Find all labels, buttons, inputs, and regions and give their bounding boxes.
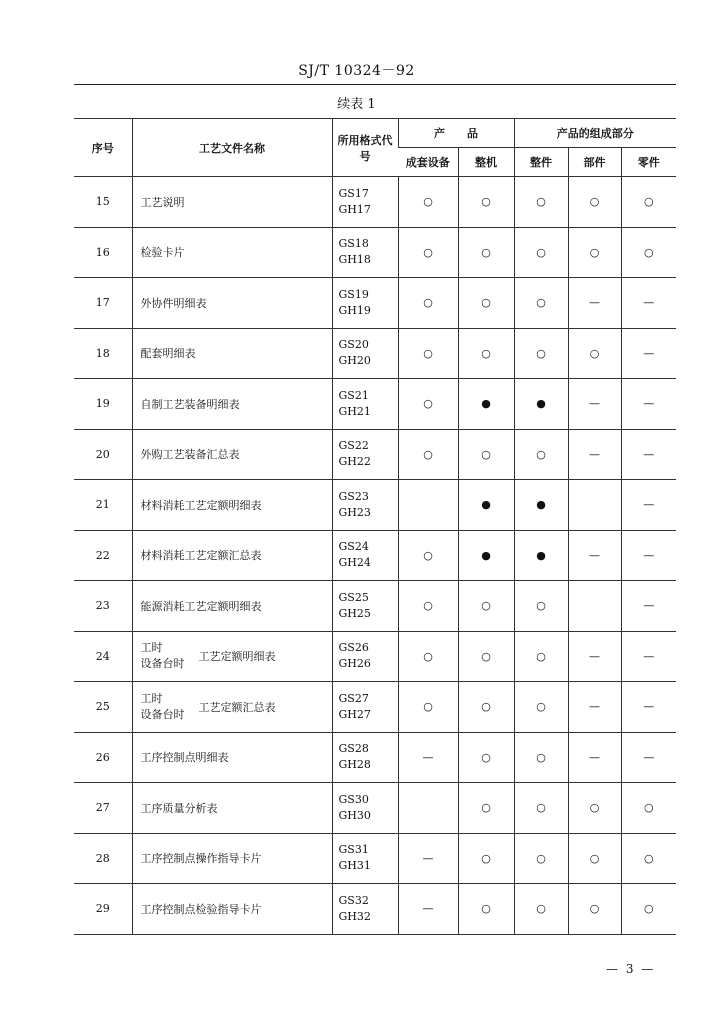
row-applicability-mark: ○ [568,177,621,228]
row-applicability-mark: ○ [398,682,458,733]
row-format-code-gs: GS32 [338,893,369,907]
row-format-code [332,429,398,480]
table-row [74,833,676,884]
row-format-code-gh: GH20 [338,354,371,368]
row-format-code [332,328,398,379]
row-format-code-gs: GS25 [338,590,369,604]
row-format-code [332,177,398,228]
row-applicability-mark: ○ [621,783,676,834]
row-doc-name: 工艺说明 [132,177,332,228]
row-applicability-mark: ○ [398,530,458,581]
row-applicability-mark: — [621,480,676,531]
row-applicability-mark: ○ [621,833,676,884]
page-number: — 3 — [606,962,656,976]
row-format-code [332,480,398,531]
row-doc-name: 工序控制点检验指导卡片 [132,884,332,935]
row-format-code [332,783,398,834]
row-format-code [332,379,398,430]
row-format-code-gs: GS31 [338,843,369,857]
row-doc-name: 工序质量分析表 [132,783,332,834]
table-row [74,379,676,430]
row-format-code-gh: GH22 [338,455,371,469]
row-applicability-mark: ● [458,379,514,430]
row-applicability-mark: ○ [458,732,514,783]
row-seq: 23 [74,581,132,632]
row-seq: 20 [74,429,132,480]
row-applicability-mark: — [398,833,458,884]
table-row [74,631,676,682]
row-format-code-gh: GH31 [338,859,371,873]
row-format-code-gs: GS28 [338,742,369,756]
row-format-code-gh: GH21 [338,404,371,418]
process-document-table [74,118,676,935]
row-format-code-gs: GS26 [338,641,369,655]
header-assembly: 部件 [568,148,621,177]
table-row [74,783,676,834]
row-applicability-mark: ○ [514,833,568,884]
header-product: 产 品 [398,119,514,148]
row-applicability-mark: — [568,631,621,682]
row-doc-name: 材料消耗工艺定额明细表 [132,480,332,531]
row-format-code-gh: GH23 [338,505,371,519]
row-applicability-mark: ○ [514,581,568,632]
header-machine: 整机 [458,148,514,177]
row-seq: 25 [74,682,132,733]
row-applicability-mark: ○ [568,884,621,935]
table-row [74,429,676,480]
row-seq: 19 [74,379,132,430]
row-applicability-mark: ○ [458,328,514,379]
row-applicability-mark: ● [458,530,514,581]
header-seq: 序号 [74,119,132,177]
row-format-code [332,682,398,733]
row-format-code-gs: GS17 [338,186,369,200]
header-rule [74,84,676,85]
row-doc-name: 自制工艺装备明细表 [132,379,332,430]
row-applicability-mark: — [568,682,621,733]
row-applicability-mark: ○ [458,429,514,480]
row-applicability-mark: — [398,732,458,783]
row-doc-name: 工序控制点明细表 [132,732,332,783]
row-applicability-mark: ○ [458,227,514,278]
row-applicability-mark: ○ [514,732,568,783]
row-applicability-mark: — [621,581,676,632]
row-applicability-mark: ○ [514,884,568,935]
row-format-code-gs: GS24 [338,540,369,554]
row-seq: 26 [74,732,132,783]
row-format-code-gh: GH25 [338,606,371,620]
row-applicability-mark: — [568,530,621,581]
row-applicability-mark: — [568,429,621,480]
row-applicability-mark: ● [458,480,514,531]
row-applicability-mark: ○ [458,631,514,682]
row-applicability-mark: — [621,429,676,480]
header-part: 整件 [514,148,568,177]
row-doc-name [132,631,332,682]
row-applicability-mark: ○ [514,429,568,480]
row-doc-name-b: 设备台时 [140,657,185,671]
row-applicability-mark: ○ [398,328,458,379]
row-applicability-mark: — [621,278,676,329]
row-doc-name: 工序控制点操作指导卡片 [132,833,332,884]
row-applicability-mark [568,581,621,632]
row-applicability-mark: ○ [458,833,514,884]
row-applicability-mark: ○ [621,227,676,278]
row-applicability-mark: ○ [458,278,514,329]
row-format-code-gh: GH26 [338,657,371,671]
row-doc-name: 能源消耗工艺定额明细表 [132,581,332,632]
row-applicability-mark: ● [514,379,568,430]
row-seq: 15 [74,177,132,228]
row-applicability-mark: ○ [514,682,568,733]
row-seq: 16 [74,227,132,278]
row-doc-name-a: 工时 [140,691,163,705]
row-doc-name [132,682,332,733]
table-row [74,480,676,531]
row-format-code-gs: GS23 [338,489,369,503]
row-applicability-mark: — [621,328,676,379]
table-row [74,278,676,329]
table-row [74,227,676,278]
row-applicability-mark: — [568,379,621,430]
table-row [74,682,676,733]
row-doc-name: 配套明细表 [132,328,332,379]
row-applicability-mark: ○ [514,227,568,278]
row-applicability-mark: ○ [458,682,514,733]
row-applicability-mark: — [568,732,621,783]
row-format-code-gh: GH24 [338,556,371,570]
row-applicability-mark: ○ [398,631,458,682]
row-format-code-gs: GS30 [338,792,369,806]
row-format-code-gs: GS21 [338,388,369,402]
header-name: 工艺文件名称 [132,119,332,177]
row-doc-name-c: 工艺定额汇总表 [198,700,276,714]
row-applicability-mark: ○ [514,278,568,329]
row-applicability-mark [398,783,458,834]
row-applicability-mark: — [621,732,676,783]
row-applicability-mark: ○ [458,177,514,228]
row-format-code-gs: GS27 [338,691,369,705]
row-applicability-mark: ○ [398,177,458,228]
table-row [74,177,676,228]
table-row [74,732,676,783]
row-seq: 28 [74,833,132,884]
row-format-code-gh: GH32 [338,909,371,923]
row-applicability-mark [568,480,621,531]
row-format-code [332,833,398,884]
row-applicability-mark: — [568,278,621,329]
row-doc-name: 外协件明细表 [132,278,332,329]
row-doc-name: 检验卡片 [132,227,332,278]
row-format-code-gs: GS19 [338,287,369,301]
header-complete-set: 成套设备 [398,148,458,177]
row-applicability-mark: — [398,884,458,935]
row-format-code [332,631,398,682]
row-format-code-gs: GS20 [338,338,369,352]
row-format-code [332,530,398,581]
row-format-code-gh: GH30 [338,808,371,822]
row-seq: 27 [74,783,132,834]
row-format-code [332,227,398,278]
row-format-code-gh: GH27 [338,707,371,721]
row-seq: 21 [74,480,132,531]
row-format-code-gs: GS22 [338,439,369,453]
row-applicability-mark: ○ [621,884,676,935]
row-applicability-mark: — [621,682,676,733]
row-applicability-mark: — [621,631,676,682]
table-row [74,530,676,581]
row-applicability-mark: ○ [514,328,568,379]
table-row [74,328,676,379]
row-doc-name: 材料消耗工艺定额汇总表 [132,530,332,581]
row-applicability-mark: ○ [514,631,568,682]
row-format-code [332,884,398,935]
row-applicability-mark: ○ [621,177,676,228]
header-component: 产品的组成部分 [514,119,676,148]
row-format-code [332,278,398,329]
row-doc-name-b: 设备台时 [140,707,185,721]
row-applicability-mark: ○ [568,328,621,379]
row-format-code-gh: GH18 [338,253,371,267]
row-format-code-gh: GH17 [338,202,371,216]
row-applicability-mark: ○ [458,581,514,632]
row-applicability-mark: ○ [398,581,458,632]
row-applicability-mark: ○ [458,884,514,935]
row-applicability-mark: ○ [398,227,458,278]
row-applicability-mark: ○ [568,783,621,834]
row-doc-name-c: 工艺定额明细表 [198,650,276,664]
row-doc-name-a: 工时 [140,641,163,655]
table-row [74,884,676,935]
row-applicability-mark [398,480,458,531]
row-format-code [332,581,398,632]
row-format-code-gs: GS18 [338,237,369,251]
row-format-code-gh: GH19 [338,303,371,317]
row-applicability-mark: ○ [398,278,458,329]
row-applicability-mark: ○ [568,227,621,278]
table-row [74,581,676,632]
row-seq: 24 [74,631,132,682]
row-applicability-mark: ● [514,480,568,531]
row-format-code-gh: GH28 [338,758,371,772]
row-applicability-mark: ○ [458,783,514,834]
row-applicability-mark: ○ [398,429,458,480]
row-applicability-mark: ○ [568,833,621,884]
row-applicability-mark: ○ [398,379,458,430]
row-seq: 18 [74,328,132,379]
row-seq: 17 [74,278,132,329]
row-applicability-mark: ○ [514,783,568,834]
standard-number: SJ/T 10324－92 [298,63,415,79]
table-caption: 续表 1 [337,97,376,112]
row-applicability-mark: — [621,379,676,430]
row-doc-name: 外购工艺装备汇总表 [132,429,332,480]
row-applicability-mark: — [621,530,676,581]
header-code: 所用格式代号 [332,119,398,177]
row-seq: 29 [74,884,132,935]
header-piece: 零件 [621,148,676,177]
row-applicability-mark: ○ [514,177,568,228]
row-seq: 22 [74,530,132,581]
row-applicability-mark: ● [514,530,568,581]
row-format-code [332,732,398,783]
